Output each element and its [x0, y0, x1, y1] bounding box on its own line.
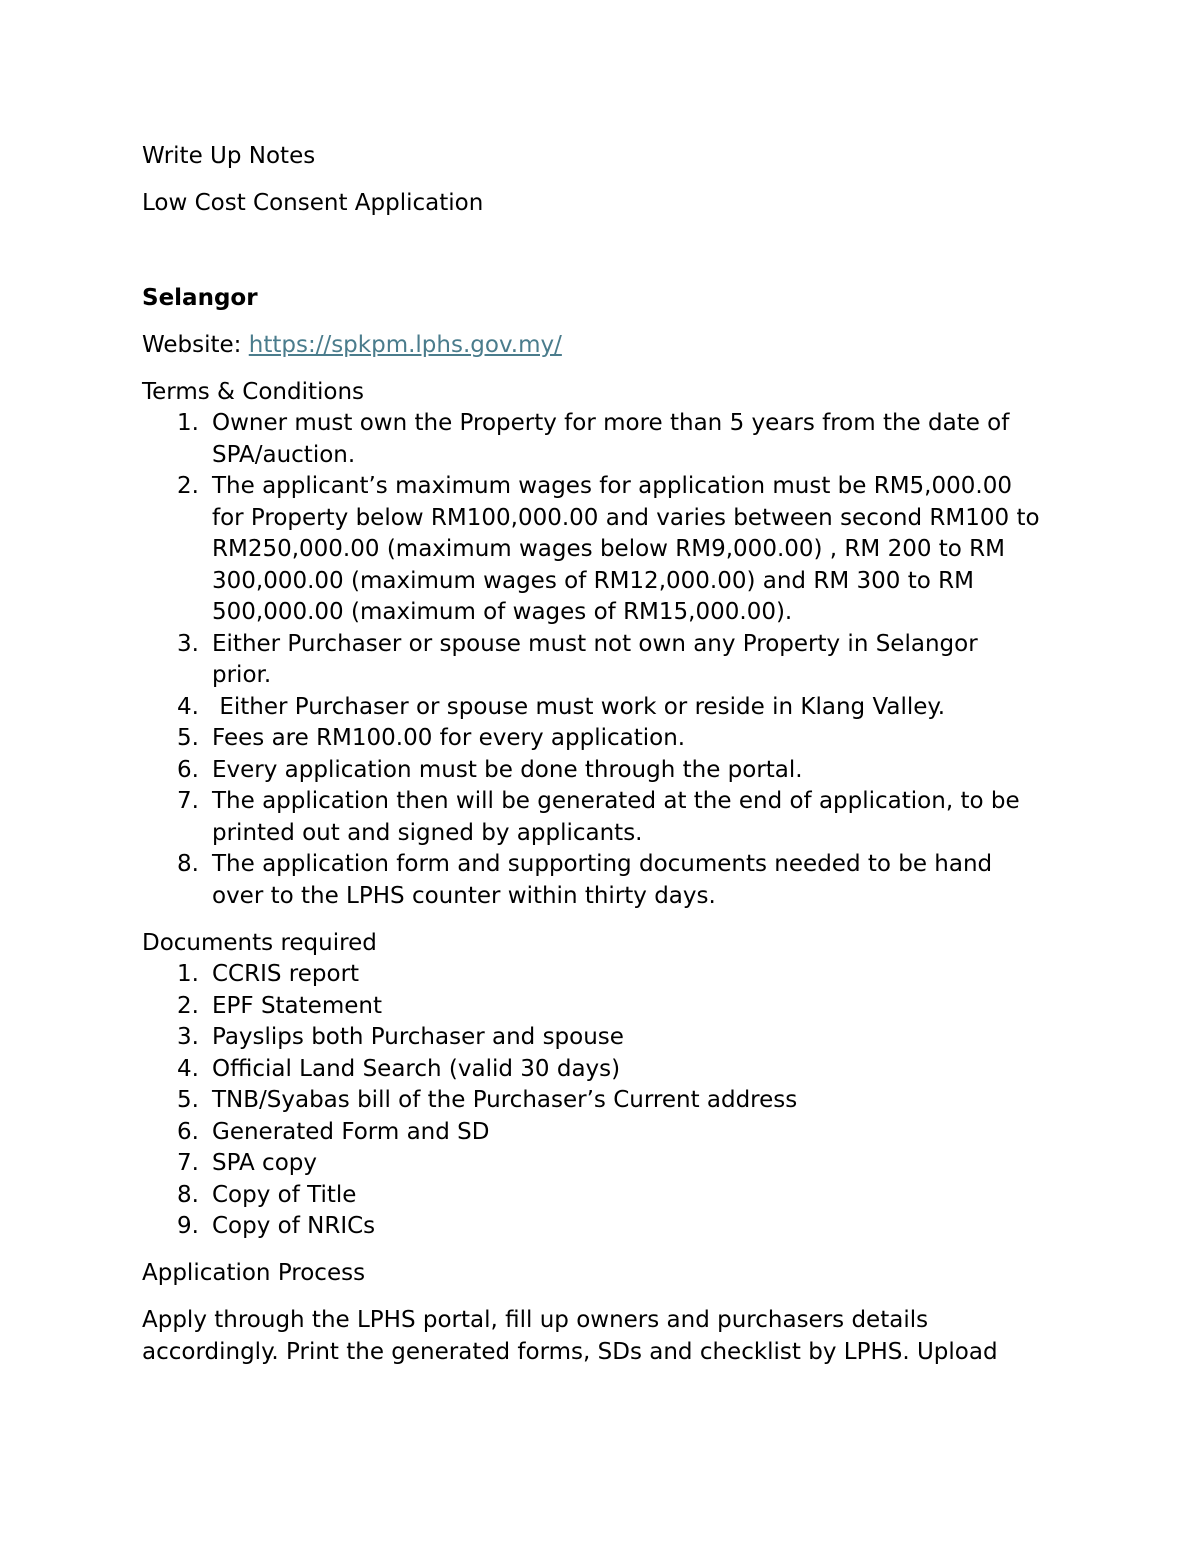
document-item — [142, 991, 1072, 1023]
list-text: Copy of Title — [212, 1181, 357, 1208]
document-item — [142, 1022, 1072, 1054]
document-item — [142, 1148, 1072, 1180]
document-item — [142, 1211, 1072, 1243]
document-item — [142, 1054, 1072, 1086]
list-text: Copy of NRICs — [212, 1213, 376, 1239]
list-number: 2. — [177, 473, 199, 499]
document-item — [142, 1117, 1072, 1149]
list-number: 7. — [177, 1150, 199, 1176]
list-text: The applicant’s maximum wages for application must be RM5,000.00 for Property below RM100,000.00 and varies between second RM100 to RM250,000.00 (maximum wages below RM9,000.00) , RM 200 to RM 300,000.00 (maximum wages of RM12,000.00) and RM 300 to RM 500,000.00 (maximum of wages of RM15,000.00). — [212, 473, 1040, 625]
list-number: 3. — [177, 1024, 199, 1050]
term-item — [142, 723, 1072, 755]
list-text: Generated Form and SD — [212, 1118, 490, 1145]
website-label: Website: — [142, 331, 249, 358]
list-number: 1. — [177, 410, 199, 436]
term-item — [142, 692, 1072, 724]
document-item — [142, 959, 1072, 991]
list-text: SPA copy — [212, 1150, 317, 1176]
list-number: 9. — [177, 1213, 199, 1239]
state-heading: Selangor — [142, 284, 258, 311]
list-number: 8. — [177, 1181, 199, 1208]
list-text: Either Purchaser or spouse must work or reside in Klang Valley. — [212, 693, 946, 720]
website-line — [142, 330, 1072, 362]
document-item — [142, 1180, 1072, 1212]
list-number: 4. — [177, 693, 199, 720]
list-text: Payslips both Purchaser and spouse — [212, 1024, 624, 1050]
term-item — [142, 849, 1072, 912]
list-text: The application form and supporting documents needed to be hand over to the LPHS counter within thirty days. — [212, 851, 993, 909]
documents-list — [142, 959, 1072, 1243]
list-number: 8. — [177, 851, 199, 877]
term-item — [142, 408, 1072, 471]
list-number: 6. — [177, 1118, 199, 1145]
list-number: 5. — [177, 725, 199, 751]
document-item — [142, 1085, 1072, 1117]
document-title: Write Up Notes — [142, 143, 316, 169]
list-text: Owner must own the Property for more than 5 years from the date of SPA/auction. — [212, 410, 1010, 468]
process-line: accordingly. Print the generated forms, SDs and checklist by LPHS. Upload — [142, 1338, 998, 1365]
list-text: Official Land Search (valid 30 days) — [212, 1055, 621, 1082]
website-link[interactable]: https://spkpm.lphs.gov.my/ — [248, 331, 562, 358]
term-item — [142, 471, 1072, 629]
list-text: TNB/Syabas bill of the Purchaser’s Current address — [212, 1087, 798, 1113]
list-number: 6. — [177, 756, 199, 783]
list-text: Fees are RM100.00 for every application. — [212, 725, 686, 751]
list-number: 4. — [177, 1055, 199, 1082]
document-subtitle: Low Cost Consent Application — [142, 190, 484, 216]
list-text: Every application must be done through the portal. — [212, 756, 803, 783]
list-number: 2. — [177, 992, 199, 1019]
list-number: 3. — [177, 630, 199, 657]
list-text: The application then will be generated at the end of application, to be printed out and signed by applicants. — [212, 788, 1020, 846]
list-number: 5. — [177, 1087, 199, 1113]
process-heading: Application Process — [142, 1260, 366, 1286]
terms-heading: Terms & Conditions — [142, 378, 365, 405]
list-text: Either Purchaser or spouse must not own any Property in Selangor prior. — [212, 630, 978, 688]
document-page — [142, 141, 1072, 1368]
terms-list — [142, 408, 1072, 912]
list-text: EPF Statement — [212, 992, 382, 1019]
list-number: 7. — [177, 788, 199, 814]
list-text: CCRIS report — [212, 961, 360, 987]
documents-heading: Documents required — [142, 929, 377, 956]
list-number: 1. — [177, 961, 199, 987]
term-item — [142, 786, 1072, 849]
term-item — [142, 629, 1072, 692]
process-line: Apply through the LPHS portal, fill up owners and purchasers details — [142, 1307, 929, 1333]
process-paragraph — [142, 1305, 1072, 1368]
term-item — [142, 755, 1072, 787]
